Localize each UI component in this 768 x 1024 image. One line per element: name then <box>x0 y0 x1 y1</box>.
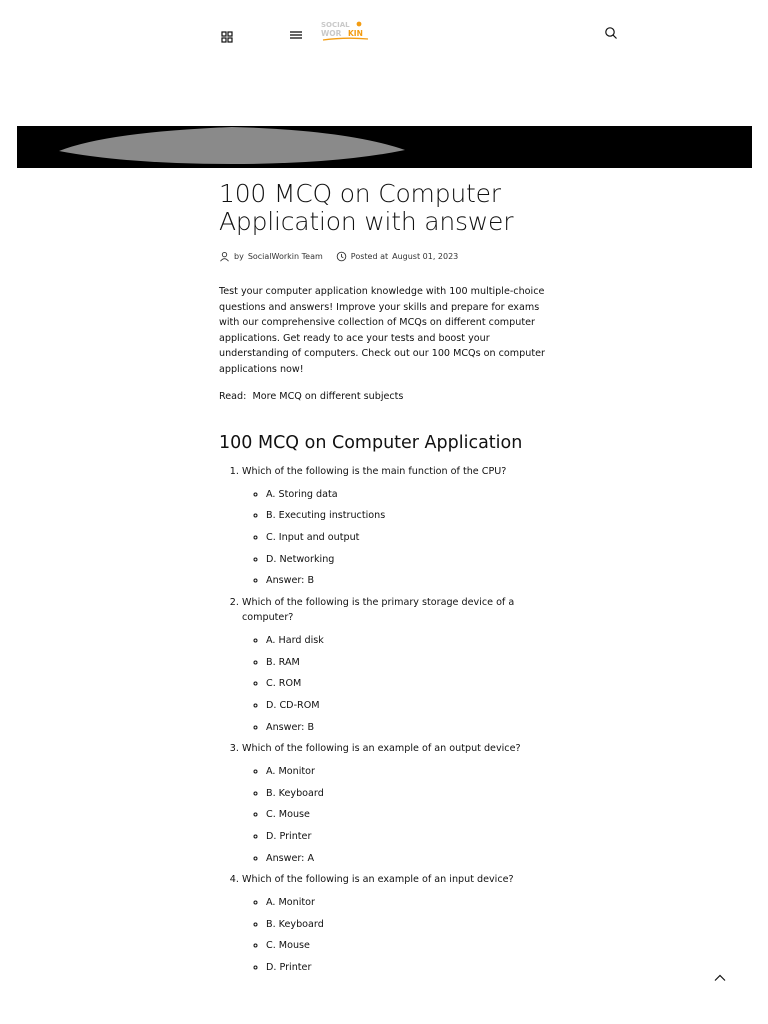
option-item: ◦ D. Networking <box>266 552 554 568</box>
question-text: Which of the following is an example of an output device? <box>242 743 521 755</box>
question-item <box>242 741 554 866</box>
answer-item: ◦ Answer: A <box>266 851 554 867</box>
option-item: ◦ A. Storing data <box>266 487 554 503</box>
site-logo[interactable] <box>319 17 371 43</box>
section-heading: 100 MCQ on Computer Application <box>219 433 523 453</box>
svg-text:KIN: KIN <box>348 29 363 38</box>
option-list <box>242 487 554 589</box>
grid-icon[interactable] <box>221 28 233 40</box>
option-item: ◦ A. Monitor <box>266 895 554 911</box>
option-list <box>242 895 554 976</box>
question-text: Which of the following is an example of an input device? <box>242 874 514 886</box>
user-icon <box>219 251 230 262</box>
option-item: ◦ D. Printer <box>266 960 554 976</box>
hero-banner <box>17 126 752 168</box>
option-item: ◦ D. Printer <box>266 829 554 845</box>
option-item: ◦ C. Mouse <box>266 807 554 823</box>
answer-item: ◦ Answer: B <box>266 720 554 736</box>
question-list <box>219 464 554 975</box>
author-name[interactable]: SocialWorkin Team <box>247 251 323 261</box>
intro-paragraph: Test your computer application knowledge with 100 multiple-choice questions and answers! Improve your skills and prepare for exams with our comprehensive collection of MCQs on different computer applications. Get ready to ace your tests and boost your understanding of computers. Check out our 100 MCQs on computer applications now! <box>219 286 545 375</box>
option-item: ◦ A. Hard disk <box>266 633 554 649</box>
hamburger-menu-icon[interactable] <box>289 26 303 38</box>
chevron-up-icon <box>712 970 728 986</box>
post-date: August 01, 2023 <box>392 251 459 261</box>
option-item: ◦ A. Monitor <box>266 764 554 780</box>
question-item <box>242 464 554 589</box>
page-title: 100 MCQ on Computer Application with answer <box>219 179 514 236</box>
option-item: ◦ D. CD-ROM <box>266 698 554 714</box>
svg-text:WOR: WOR <box>321 29 342 38</box>
question-item <box>242 595 554 735</box>
more-mcq-link[interactable]: More MCQ on different subjects <box>252 391 404 402</box>
option-list <box>242 764 554 866</box>
article <box>219 180 554 982</box>
option-list <box>242 633 554 735</box>
posted-prefix: Posted at <box>350 251 389 261</box>
read-label: Read: <box>219 391 247 402</box>
svg-text:SOCIAL: SOCIAL <box>321 21 350 29</box>
search-icon[interactable] <box>604 25 618 39</box>
post-meta <box>219 248 554 264</box>
answer-item: ◦ Answer: B <box>266 573 554 589</box>
top-bar <box>0 0 768 64</box>
option-item: ◦ C. Input and output <box>266 530 554 546</box>
question-text: Which of the following is the primary storage device of a computer? <box>242 596 515 624</box>
question-item <box>242 872 554 975</box>
clock-icon <box>336 251 347 262</box>
read-more-line <box>219 389 554 404</box>
option-item: ◦ C. Mouse <box>266 938 554 954</box>
question-text: Which of the following is the main function of the CPU? <box>242 466 507 477</box>
option-item: ◦ B. Keyboard <box>266 786 554 802</box>
option-item: ◦ B. Executing instructions <box>266 508 554 524</box>
back-to-top-button[interactable] <box>712 970 728 986</box>
hero-banner-shape <box>17 126 752 168</box>
option-item: ◦ C. ROM <box>266 676 554 692</box>
author-prefix: by <box>234 251 244 261</box>
option-item: ◦ B. Keyboard <box>266 917 554 933</box>
option-item: ◦ B. RAM <box>266 655 554 671</box>
